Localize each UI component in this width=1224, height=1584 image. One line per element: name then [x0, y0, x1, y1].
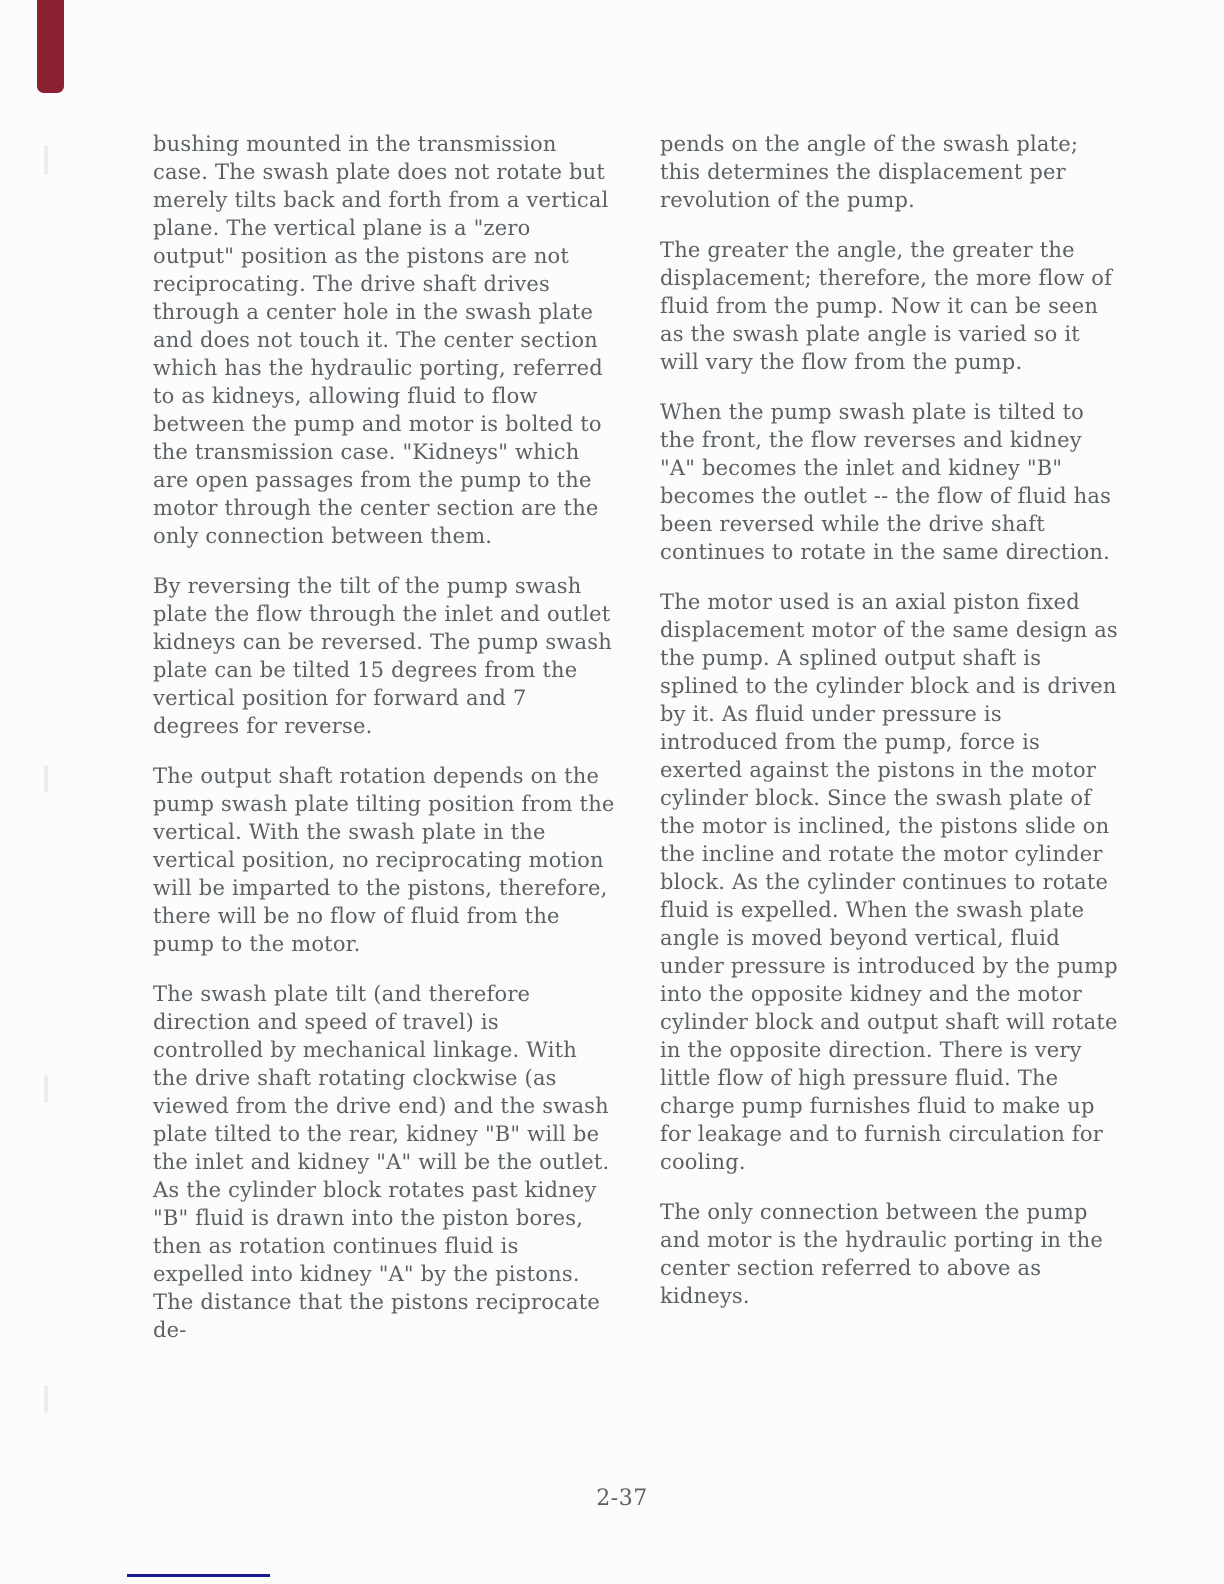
- paragraph-left-1: bushing mounted in the transmission case. The swash plate does not rotate but merely tilts back and forth from a vertical plane. The vertical plane is a "zero output" position as the pistons are not reciprocating. The drive shaft drives through a center hole in the swash plate and does not touch it. The center section which has the hydraulic porting, referred to as kidneys, allowing fluid to flow between the pump and motor is bolted to the transmission case. "Kidneys" which are open passages from the pump to the motor through the center section are the only connection between them.: [153, 132, 609, 548]
- paragraph-right-4: The motor used is an axial piston fixed displacement motor of the same design as the pump. A splined output shaft is splined to the cylinder block and is driven by it. As fluid under pressure is introduced from the pump, force is exerted against the pistons in the motor cylinder block. Since the swash plate of the motor is inclined, the pistons slide on the incline and rotate the motor cylinder block. As the cylinder continues to rotate fluid is expelled. When the swash plate angle is moved beyond vertical, fluid under pressure is introduced by the pump into the opposite kidney and the motor cylinder block and output shaft will rotate in the opposite direction. There is very little flow of high pressure fluid. The charge pump furnishes fluid to make up for leakage and to furnish circulation for cooling.: [660, 590, 1118, 1174]
- scan-artifact: [44, 145, 48, 175]
- blue-underline-mark: [127, 1574, 270, 1577]
- scan-artifact: [44, 765, 48, 793]
- left-column: [153, 130, 615, 1366]
- red-bookmark-tab: [37, 0, 64, 93]
- paragraph-right-1: pends on the angle of the swash plate; this determines the displacement per revolution of the pump.: [660, 132, 1079, 212]
- paragraph-left-4: The swash plate tilt (and therefore direction and speed of travel) is controlled by mechanical linkage. With the drive shaft rotating clockwise (as viewed from the drive end) and the swash plate tilted to the rear, kidney "B" will be the inlet and kidney "A" will be the outlet. As the cylinder block rotates past kidney "B" fluid is drawn into the piston bores, then as rotation continues fluid is expelled into kidney "A" by the pistons. The distance that the pistons reciprocate de-: [153, 982, 610, 1342]
- right-column: [660, 130, 1118, 1332]
- page-number: 2-37: [596, 1486, 648, 1511]
- paragraph-left-2: By reversing the tilt of the pump swash plate the flow through the inlet and outlet kidneys can be reversed. The pump swash plate can be tilted 15 degrees from the vertical position for forward and 7 degrees for reverse.: [153, 574, 612, 738]
- paragraph-right-2: The greater the angle, the greater the displacement; therefore, the more flow of fluid from the pump. Now it can be seen as the swash plate angle is varied so it will vary the flow from the pump.: [660, 238, 1113, 374]
- paragraph-left-3: The output shaft rotation depends on the pump swash plate tilting position from the vertical. With the swash plate in the vertical position, no reciprocating motion will be imparted to the pistons, therefore, there will be no flow of fluid from the pump to the motor.: [153, 764, 615, 956]
- scan-artifact: [44, 1385, 48, 1413]
- scan-artifact: [44, 1075, 48, 1103]
- paragraph-right-3: When the pump swash plate is tilted to the front, the flow reverses and kidney "A" becomes the inlet and kidney "B" becomes the outlet -- the flow of fluid has been reversed while the drive shaft continues to rotate in the same direction.: [660, 400, 1112, 564]
- paragraph-right-5: The only connection between the pump and motor is the hydraulic porting in the center section referred to above as kidneys.: [660, 1200, 1103, 1308]
